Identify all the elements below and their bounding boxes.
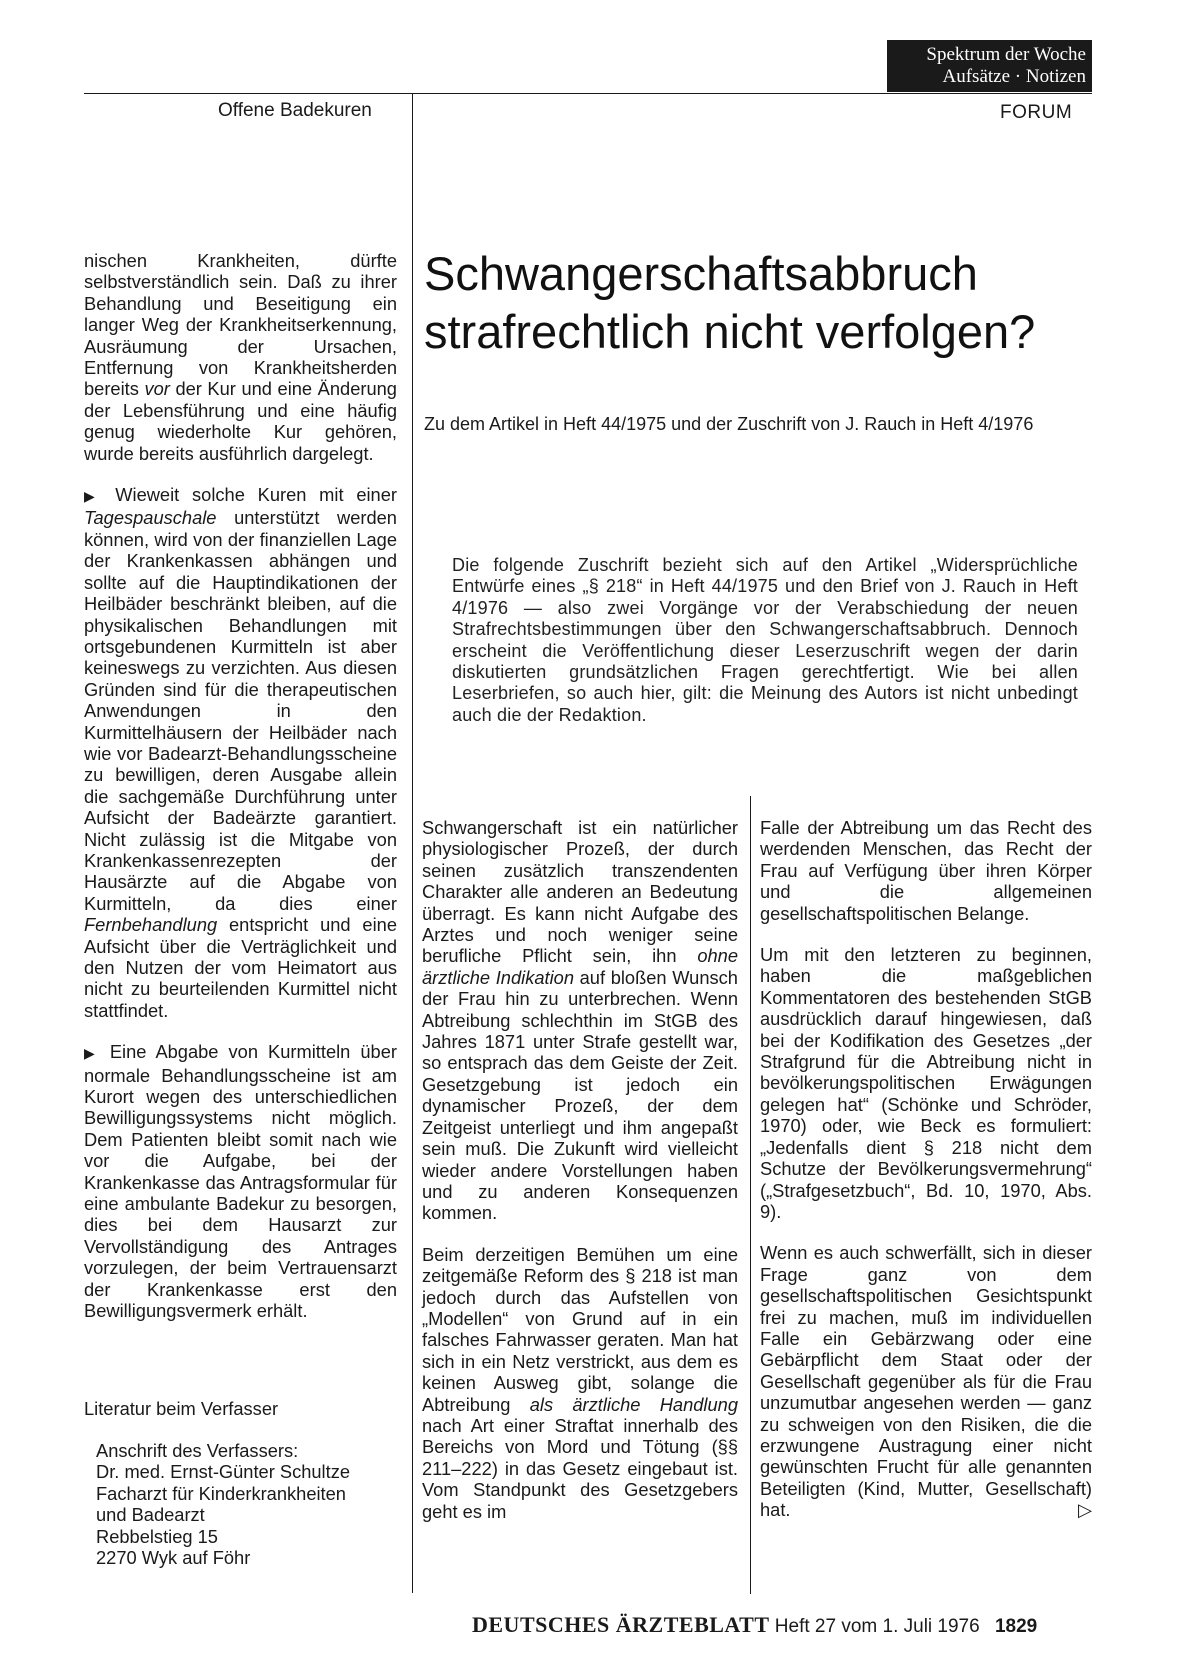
- paragraph: ▶ Eine Abgabe von Kurmitteln über normale Behandlungsscheine ist am Kurort wegen des unterschiedlichen Bewilligungssystems nicht möglich. Dem Patienten bleibt somit nach wie vor die Aufgabe, bei der Krankenkasse das Antragsformular für eine ambulante Badekur zu besorgen, dies bei dem Hausarzt zur Vervollständigung des Antrages vorzulegen, der beim Vertrauensarzt der Krankenkasse erst den Bewilligungsvermerk erhält.: [84, 1041, 397, 1322]
- bullet-arrow-icon: ▶: [84, 1045, 100, 1062]
- running-title-left: Offene Badekuren: [218, 100, 372, 121]
- address-line: Dr. med. Ernst-Günter Schultze: [96, 1461, 350, 1483]
- address-line: Rebbelstieg 15: [96, 1525, 218, 1547]
- running-title-right: FORUM: [1000, 102, 1073, 123]
- address-line: und Badearzt: [96, 1504, 205, 1526]
- editorial-note: Die folgende Zuschrift bezieht sich auf den Artikel „Widersprüchliche Entwürfe eines „§ 218“ in Heft 44/1975 und den Brief von J. Rauch in Heft 4/1976 — also zwei Vorgänge vor der Verabschiedung der neuen Strafrechtsbestimmungen über den Schwangerschaftsabbruch. Dennoch erscheint die Veröffentlichung dieser Leserzuschrift wegen der darin diskutierten grundsätzlichen Fragen gerechtfertigt. Wie bei allen Leserbriefen, so auch hier, gilt: die Meinung des Autors ist nicht unbedingt auch die der Redaktion.: [452, 555, 1078, 725]
- literature-note: Literatur beim Verfasser: [84, 1398, 279, 1419]
- section-label-line1: Spektrum der Woche: [926, 44, 1086, 65]
- article-headline: Schwangerschaftsabbruch strafrechtlich nicht verfolgen?: [424, 247, 1036, 358]
- header-rule: [84, 93, 1092, 94]
- column-divider-left: [412, 93, 413, 1593]
- column-divider-right: [750, 796, 751, 1594]
- article-subheadline: Zu dem Artikel in Heft 44/1975 und der Zuschrift von J. Rauch in Heft 4/1976: [424, 414, 1034, 434]
- magazine-name: DEUTSCHES ÄRZTEBLATT: [472, 1612, 770, 1637]
- paragraph: Falle der Abtreibung um das Recht des werdenden Menschen, das Recht der Frau auf Verfügung über ihren Körper und die allgemeinen gesellschaftspolitischen Belange.: [760, 817, 1092, 924]
- article-column-right: [760, 817, 1092, 1521]
- address-line: 2270 Wyk auf Föhr: [96, 1547, 251, 1569]
- page-footer: [472, 1612, 1037, 1638]
- paragraph: Um mit den letzteren zu beginnen, haben die maßgeblichen Kommentatoren des bestehenden StGB ausdrücklich darauf hingewiesen, daß bei der Kodifikation des Gesetzes „der Strafgrund für die Abtreibung nicht in bevölkerungspolitischen Erwägungen gelegen hat“ (Schönke und Schröder, 1970) oder, wie Beck es formuliert: „Jedenfalls dient § 218 nicht dem Schutze der Bevölkerungsvermehrung“ („Strafgesetzbuch“, Bd. 10, 1970, Abs. 9).: [760, 944, 1092, 1222]
- left-article-column: [84, 250, 397, 1322]
- section-label-line2: Aufsätze · Notizen: [942, 66, 1086, 87]
- paragraph: Beim derzeitigen Bemühen um eine zeitgemäße Reform des § 218 ist man jedoch durch das Aufstellen von „Modellen“ von Grund auf in ein falsches Fahrwasser geraten. Man hat sich in ein Netz verstrickt, aus dem es keinen Ausweg gibt, solange die Abtreibung als ärztliche Handlung nach Art einer Straftat innerhalb des Bereichs von Mord und Tötung (§§ 211–222) in das Gesetz eingebaut ist. Vom Standpunkt des Gesetzgebers geht es im: [422, 1243, 738, 1522]
- continue-arrow-icon: ▷: [1077, 1499, 1092, 1521]
- issue-info: Heft 27 vom 1. Juli 1976: [774, 1616, 980, 1637]
- address-line: Anschrift des Verfassers:: [96, 1440, 299, 1461]
- author-address: [96, 1440, 350, 1568]
- paragraph: ▶ Wieweit solche Kuren mit einer Tagespauschale unterstützt werden können, wird von der finanziellen Lage der Krankenkassen abhängen und sollte auf die Hauptindikationen der Heilbäder beschränkt bleiben, auf die physikalischen Behandlungen mit ortsgebundenen Kurmitteln ist aber keineswegs zu verzichten. Aus diesen Gründen sind für die therapeutischen Anwendungen in den Kurmittelhäusern der Heilbäder nach wie vor Badearzt-Behandlungsscheine zu bewilligen, deren Ausgabe allein die sachgemäße Durchführung unter Aufsicht der Badeärzte garantiert. Nicht zulässig ist die Mitgabe von Krankenkassenrezepten der Hausärzte auf die Abgabe von Kurmitteln, da dies einer Fernbehandlung entspricht und eine Aufsicht über die Verträglichkeit und den Nutzen der vom Heimatort aus nicht zu beurteilenden Kurmittel nicht stattfindet.: [84, 484, 397, 1021]
- article-column-middle: [422, 817, 738, 1522]
- paragraph: Schwangerschaft ist ein natürlicher physiologischer Prozeß, der durch seinen zusätzlich transzendenten Charakter alle anderen an Bedeutung überragt. Es kann nicht Aufgabe des Arztes und noch weniger seine berufliche Pflicht sein, ihn ohne ärztliche Indikation auf bloßen Wunsch der Frau hin zu unterbrechen. Wenn Abtreibung schlechthin im StGB des Jahres 1871 unter Strafe gestellt war, so entsprach das dem Geiste der Zeit. Gesetzgebung ist jedoch ein dynamischer Prozeß, der dem Zeitgeist unterliegt und ihm angepaßt sein muß. Die Zukunft wird vielleicht wieder andere Vorstellungen haben und zu anderen Konsequenzen kommen.: [422, 817, 738, 1224]
- bullet-arrow-icon: ▶: [84, 488, 103, 505]
- paragraph: Wenn es auch schwerfällt, sich in dieser Frage ganz von dem gesellschaftspolitischen Gesichtspunkt frei zu machen, muß im individuellen Falle ein Gebärzwang oder eine Gebärpflicht dem Staat oder der Gesellschaft gegenüber als für die Frau unzumutbar angesehen werden — ganz zu schweigen von den Risiken, die die erzwungene Austragung einer nicht gewünschten Frucht für alle genannten Beteiligten (Kind, Mutter, Gesellschaft) hat. ▷: [760, 1242, 1092, 1521]
- paragraph: nischen Krankheiten, dürfte selbstverständlich sein. Daß zu ihrer Behandlung und Beseitigung ein langer Weg der Krankheitserkennung, Ausräumung der Ursachen, Entfernung von Krankheitsherden bereits vor der Kur und eine Änderung der Lebensführung und eine häufig genug wiederholte Kur gehören, wurde bereits ausführlich dargelegt.: [84, 250, 397, 464]
- page-number: 1829: [994, 1616, 1038, 1637]
- address-line: Facharzt für Kinderkrankheiten: [96, 1482, 346, 1504]
- section-label: [887, 40, 1092, 92]
